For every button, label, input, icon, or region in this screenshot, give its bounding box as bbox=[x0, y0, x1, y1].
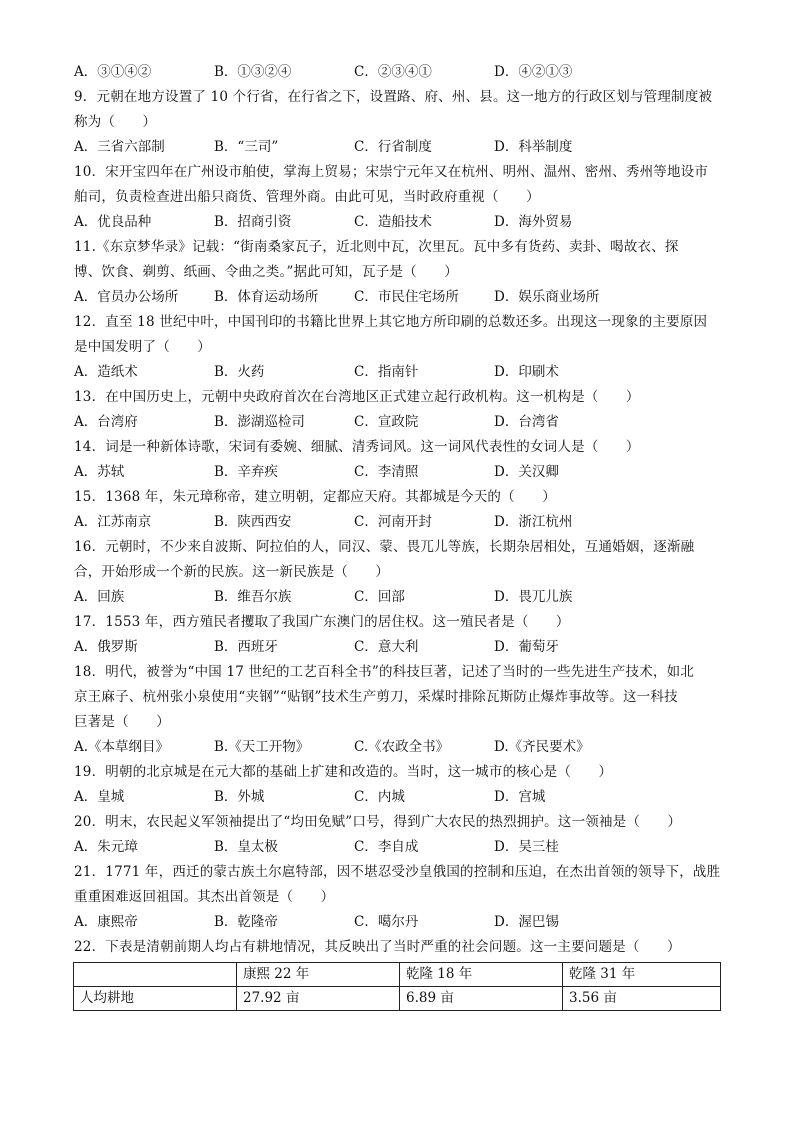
q20-stem-line-1: 20．明末，农民起义军领袖提出了“均田免赋”口号，得到广大农民的热烈拥护。这一领袖是（ ） bbox=[74, 814, 682, 830]
q18-stem-line-2: 京王麻子、杭州张小泉使用“夹钢”“贴钢”技术生产剪刀，采煤时排除瓦斯防止爆炸事故等。这一科技 bbox=[74, 689, 678, 705]
q9-option-c: C．行省制度 bbox=[354, 139, 432, 155]
q10-option-c: C．造船技术 bbox=[354, 214, 432, 230]
q12-option-b: B．火药 bbox=[214, 364, 265, 380]
q8-option-c: C．②③④① bbox=[354, 64, 432, 80]
q8-option-b: B．①③②④ bbox=[214, 64, 292, 80]
q19-option-d: D．宫城 bbox=[494, 789, 546, 805]
q19-option-b: B．外城 bbox=[214, 789, 265, 805]
q21-options bbox=[74, 912, 724, 932]
q13-option-a: A．台湾府 bbox=[74, 414, 138, 430]
table-cell: 3.56 亩 bbox=[563, 987, 721, 1011]
q11-stem-line-2: 博、饮食、剃剪、纸画、令曲之类。”据此可知，瓦子是（ ） bbox=[74, 264, 458, 280]
q8-option-a: A．③①④② bbox=[74, 64, 152, 80]
q14-option-a: A．苏轼 bbox=[74, 464, 125, 480]
q10-stem-line-2: 舶司，负责检查进出船只商货、管理外商。由此可见，当时政府重视（ ） bbox=[74, 189, 540, 205]
q10-option-d: D．海外贸易 bbox=[494, 214, 573, 230]
q20-option-c: C．李自成 bbox=[354, 839, 419, 855]
q13-option-c: C．宣政院 bbox=[354, 414, 419, 430]
q17-option-a: A．俄罗斯 bbox=[74, 639, 138, 655]
q12-option-a: A．造纸术 bbox=[74, 364, 138, 380]
q9-option-a: A．三省六部制 bbox=[74, 139, 165, 155]
q18-option-b: B.《天工开物》 bbox=[214, 739, 310, 755]
q18-stem-line-1: 18．明代，被誉为“中国 17 世纪的工艺百科全书”的科技巨著，记述了当时的一些先进生产技术，如北 bbox=[74, 664, 695, 680]
q12-option-c: C．指南针 bbox=[354, 364, 419, 380]
table-row bbox=[74, 987, 721, 1011]
q10-stem-line-1: 10．宋开宝四年在广州设市舶使，掌海上贸易；宋崇宁元年又在杭州、明州、温州、密州、秀州等地设市 bbox=[74, 164, 709, 180]
table-cell: 27.92 亩 bbox=[237, 987, 400, 1011]
table-header-row bbox=[74, 963, 721, 987]
q15-option-b: B．陕西西安 bbox=[214, 514, 292, 530]
farmland-table bbox=[73, 962, 721, 1011]
q15-options bbox=[74, 512, 724, 532]
q17-stem-line-1: 17．1553 年，西方殖民者攫取了我国广东澳门的居住权。这一殖民者是（ ） bbox=[74, 614, 570, 630]
q15-option-a: A．江苏南京 bbox=[74, 514, 152, 530]
q20-option-b: B．皇太极 bbox=[214, 839, 278, 855]
q13-option-d: D．台湾省 bbox=[494, 414, 559, 430]
q19-stem-line-1: 19．明朝的北京城是在元大都的基础上扩建和改造的。当时，这一城市的核心是（ ） bbox=[74, 764, 613, 780]
q9-option-d: D．科举制度 bbox=[494, 139, 573, 155]
q22-stem-line-1: 22．下表是清朝前期人均占有耕地情况，其反映出了当时严重的社会问题。这一主要问题是（ ） bbox=[74, 939, 681, 955]
q17-options bbox=[74, 637, 724, 657]
q18-options bbox=[74, 737, 724, 757]
q20-option-a: A．朱元璋 bbox=[74, 839, 138, 855]
q15-option-d: D．浙江杭州 bbox=[494, 514, 573, 530]
q9-options bbox=[74, 137, 724, 157]
q18-option-d: D.《齐民要术》 bbox=[494, 739, 590, 755]
q14-option-b: B．辛弃疾 bbox=[214, 464, 278, 480]
q21-option-c: C．噶尔丹 bbox=[354, 914, 419, 930]
q10-option-a: A．优良品种 bbox=[74, 214, 152, 230]
q16-stem-line-1: 16．元朝时，不少来自波斯、阿拉伯的人，同汉、蒙、畏兀儿等族，长期杂居相处，互通婚姻，逐渐融 bbox=[74, 539, 695, 555]
table-header-cell: 康熙 22 年 bbox=[237, 963, 400, 987]
q9-option-b: B．“三司” bbox=[214, 139, 279, 155]
table-cell: 人均耕地 bbox=[74, 987, 237, 1011]
q18-option-c: C.《农政全书》 bbox=[354, 739, 450, 755]
q17-option-b: B．西班牙 bbox=[214, 639, 278, 655]
q11-options bbox=[74, 287, 724, 307]
q12-options bbox=[74, 362, 724, 382]
q10-options bbox=[74, 212, 724, 232]
q19-option-c: C．内城 bbox=[354, 789, 405, 805]
q13-options bbox=[74, 412, 724, 432]
q12-stem-line-1: 12．直至 18 世纪中叶，中国刊印的书籍比世界上其它地方所印刷的总数还多。出现这一现象的主要原因 bbox=[74, 314, 708, 330]
q21-option-d: D．渥巴锡 bbox=[494, 914, 559, 930]
q14-option-c: C．李清照 bbox=[354, 464, 419, 480]
q16-option-b: B．维吾尔族 bbox=[214, 589, 292, 605]
q9-stem-line-1: 9．元朝在地方设置了 10 个行省，在行省之下，设置路、府、州、县。这一地方的行政区划与管理制度被 bbox=[74, 89, 713, 105]
q13-stem-line-1: 13．在中国历史上，元朝中央政府首次在台湾地区正式建立起行政机构。这一机构是（ ） bbox=[74, 389, 640, 405]
q20-option-d: D．吴三桂 bbox=[494, 839, 559, 855]
q14-option-d: D．关汉卿 bbox=[494, 464, 559, 480]
table-header-cell: 乾隆 18 年 bbox=[400, 963, 563, 987]
q11-option-b: B．体育运动场所 bbox=[214, 289, 319, 305]
q21-stem-line-1: 21．1771 年，西迁的蒙古族土尔扈特部，因不堪忍受沙皇俄国的控制和压迫，在杰出首领的领导下，战胜 bbox=[74, 864, 721, 880]
q17-option-d: D．葡萄牙 bbox=[494, 639, 559, 655]
q17-option-c: C．意大利 bbox=[354, 639, 419, 655]
q8-option-d: D．④②①③ bbox=[494, 64, 573, 80]
q16-options bbox=[74, 587, 724, 607]
q12-option-d: D．印刷术 bbox=[494, 364, 559, 380]
q21-option-a: A．康熙帝 bbox=[74, 914, 138, 930]
q12-stem-line-2: 是中国发明了（ ） bbox=[74, 339, 211, 355]
q16-option-c: C．回部 bbox=[354, 589, 405, 605]
q10-option-b: B．招商引资 bbox=[214, 214, 292, 230]
q18-stem-line-3: 巨著是（ ） bbox=[74, 714, 170, 730]
q11-option-a: A．官员办公场所 bbox=[74, 289, 179, 305]
q21-option-b: B．乾隆帝 bbox=[214, 914, 278, 930]
q11-option-d: D．娱乐商业场所 bbox=[494, 289, 600, 305]
q8-options bbox=[74, 62, 724, 82]
q15-stem-line-1: 15．1368 年，朱元璋称帝，建立明朝，定都应天府。其都城是今天的（ ） bbox=[74, 489, 556, 505]
q21-stem-line-2: 重重困难返回祖国。其杰出首领是（ ） bbox=[74, 889, 335, 905]
q14-options bbox=[74, 462, 724, 482]
q18-option-a: A.《本草纲目》 bbox=[74, 739, 170, 755]
q9-stem-line-2: 称为（ ） bbox=[74, 114, 157, 130]
q16-stem-line-2: 合，开始形成一个新的民族。这一新民族是（ ） bbox=[74, 564, 390, 580]
q16-option-d: D．畏兀儿族 bbox=[494, 589, 573, 605]
table-header-cell bbox=[74, 963, 237, 987]
q15-option-c: C．河南开封 bbox=[354, 514, 432, 530]
q19-option-a: A．皇城 bbox=[74, 789, 125, 805]
q20-options bbox=[74, 837, 724, 857]
q11-stem-line-1: 11.《东京梦华录》记载：“街南桑家瓦子，近北则中瓦，次里瓦。瓦中多有货药、卖卦、喝故衣、探 bbox=[74, 239, 679, 255]
q13-option-b: B．澎湖巡检司 bbox=[214, 414, 305, 430]
q11-option-c: C．市民住宅场所 bbox=[354, 289, 459, 305]
q16-option-a: A．回族 bbox=[74, 589, 125, 605]
table-cell: 6.89 亩 bbox=[400, 987, 563, 1011]
table-header-cell: 乾隆 31 年 bbox=[563, 963, 721, 987]
q19-options bbox=[74, 787, 724, 807]
q14-stem-line-1: 14．词是一种新体诗歌，宋词有委婉、细腻、清秀词风。这一词风代表性的女词人是（ ） bbox=[74, 439, 640, 455]
